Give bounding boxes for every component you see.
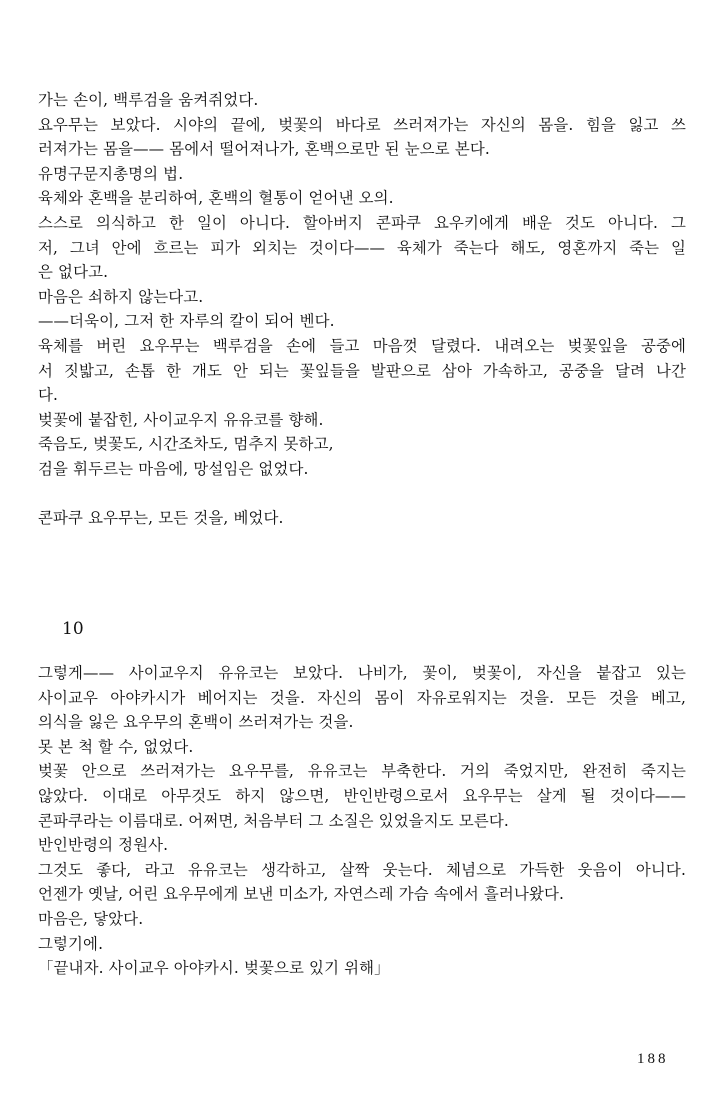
text-line: 저, 그녀 안에 흐르는 피가 외치는 것이다—— 육체가 죽는다 해도, 영혼까지 죽는 일 bbox=[38, 238, 686, 257]
text-line: 러져가는 몸을—— 몸에서 떨어져나가, 혼백으로만 된 눈으로 본다. bbox=[38, 140, 490, 159]
text-line: ——더욱이, 그저 한 자루의 칼이 되어 벤다. bbox=[38, 312, 335, 331]
text-line: 그렇게—— 사이교우지 유유코는 보았다. 나비가, 꽃이, 벚꽃이, 자신을 붙잡고 있는 bbox=[38, 664, 686, 682]
text-line: 검을 휘두르는 마음에, 망설임은 없었다. bbox=[38, 459, 309, 478]
text-line: 육체를 버린 요우무는 백루검을 손에 들고 마음껏 달렸다. 내려오는 벚꽃잎을 공중에 bbox=[38, 336, 686, 355]
text-line: 서 짓밟고, 손톱 한 개도 안 되는 꽃잎들을 발판으로 삼아 가속하고, 공중을 달려 나간 bbox=[38, 361, 686, 380]
text-line: 마음은, 닿았다. bbox=[38, 909, 144, 928]
text-line: 언젠가 옛날, 어린 요우무에게 보낸 미소가, 자연스레 가슴 속에서 흘러나왔다. bbox=[38, 885, 565, 904]
text-line: 콘파쿠 요우무는, 모든 것을, 베었다. bbox=[38, 509, 284, 528]
page-number: 188 bbox=[637, 1051, 669, 1067]
text-line: 못 본 척 할 수, 없었다. bbox=[38, 737, 194, 756]
text-line: 의식을 잃은 요우무의 혼백이 쓰러져가는 것을. bbox=[38, 713, 354, 732]
text-line: 육체와 혼백을 분리하여, 혼백의 혈통이 얻어낸 오의. bbox=[38, 189, 394, 208]
text-line: 마음은 쇠하지 않는다고. bbox=[38, 287, 204, 306]
text-line bbox=[38, 482, 686, 507]
text-line: 벚꽃에 붙잡힌, 사이교우지 유유코를 향해. bbox=[38, 410, 324, 429]
text-line: 그것도 좋다, 라고 유유코는 생각하고, 살짝 웃는다. 체념으로 가득한 웃음이 아니다. bbox=[38, 860, 686, 879]
text-line: 가는 손이, 백루검을 움켜쥐었다. bbox=[38, 91, 259, 109]
text-line: 사이교우 아야카시가 베어지는 것을. 자신의 몸이 자유로워지는 것을. 모든 것을 베고, bbox=[38, 688, 686, 707]
text-line: 「끝내자. 사이교우 아야카시. 벚꽃으로 있기 위해」 bbox=[38, 959, 390, 978]
text-line: 유명구문지총명의 법. bbox=[38, 164, 184, 183]
text-line: 다. bbox=[38, 386, 59, 405]
text-line: 은 없다고. bbox=[38, 263, 109, 282]
text-line: 스스로 의식하고 한 일이 아니다. 할아버지 콘파쿠 요우키에게 배운 것도 아니다. 그 bbox=[38, 213, 686, 232]
text-line: 죽음도, 벚꽃도, 시간조차도, 멈추지 못하고, bbox=[38, 435, 334, 454]
section-number: 10 bbox=[62, 619, 84, 639]
body-text-part-1 bbox=[38, 88, 686, 531]
text-line: 반인반령의 정원사. bbox=[38, 836, 169, 855]
text-line: 벚꽃 안으로 쓰러져가는 요우무를, 유유코는 부축한다. 거의 죽었지만, 완전히 죽지는 bbox=[38, 762, 686, 781]
text-line: 요우무는 보았다. 시야의 끝에, 벚꽃의 바다로 쓰러져가는 자신의 몸을. 힘을 잃고 쓰 bbox=[38, 115, 686, 134]
text-line: 않았다. 이대로 아무것도 하지 않으면, 반인반령으로서 요우무는 살게 될 것이다—— bbox=[38, 786, 686, 805]
text-line: 콘파쿠라는 이름대로. 어쩌면, 처음부터 그 소질은 있었을지도 모른다. bbox=[38, 811, 509, 830]
text-line: 그렇기에. bbox=[38, 934, 104, 953]
body-text-part-2 bbox=[38, 661, 686, 981]
